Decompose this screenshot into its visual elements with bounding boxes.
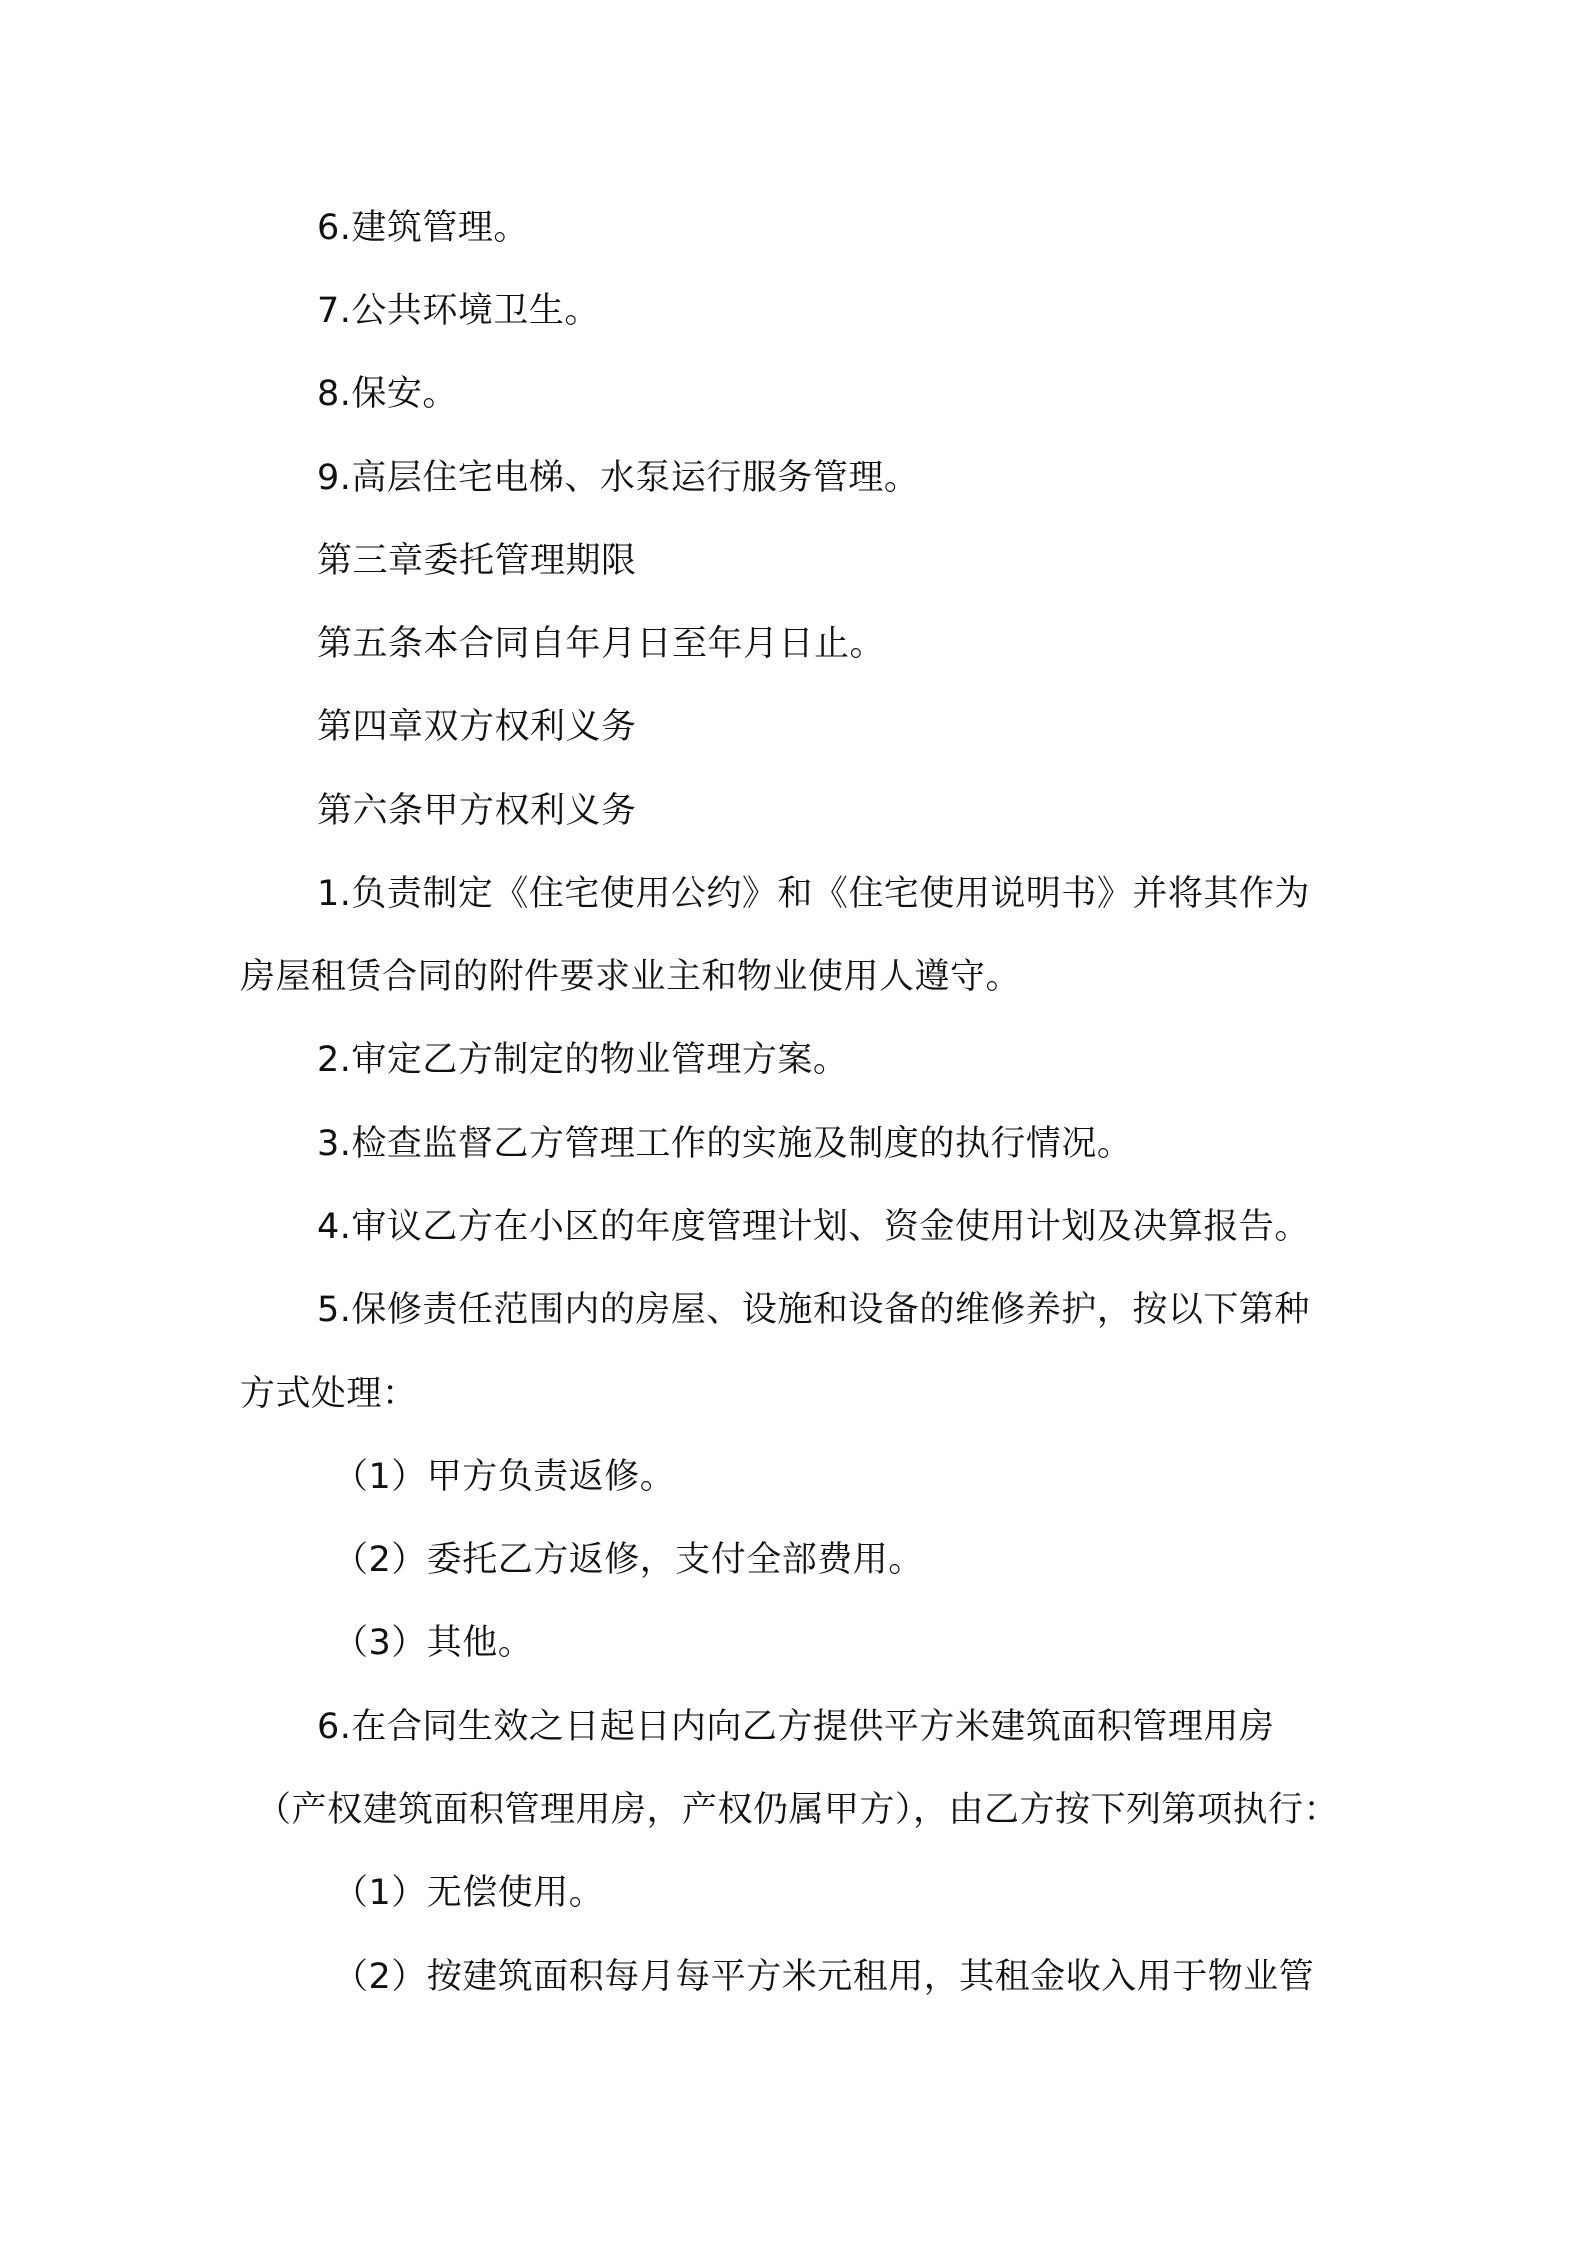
- text-line: 7.公共环境卫生。: [317, 291, 600, 331]
- text-line: 6.在合同生效之日起日内向乙方提供平方米建筑面积管理用房: [317, 1707, 1275, 1747]
- text-line: 8.保安。: [317, 374, 458, 414]
- text-line: 房屋租赁合同的附件要求业主和物业使用人遵守。: [240, 957, 1022, 997]
- text-line: 2.审定乙方制定的物业管理方案。: [317, 1040, 849, 1080]
- text-line: 方式处理：: [240, 1374, 418, 1414]
- article-line: 第五条本合同自年月日至年月日止。: [317, 624, 886, 664]
- text-line: 6.建筑管理。: [317, 208, 529, 248]
- chapter-heading: 第四章双方权利义务: [317, 707, 637, 747]
- text-line: 9.高层住宅电梯、水泵运行服务管理。: [317, 458, 920, 498]
- text-line: 1.负责制定《住宅使用公约》和《住宅使用说明书》并将其作为: [317, 874, 1310, 914]
- text-line: 5.保修责任范围内的房屋、设施和设备的维修养护，按以下第种: [317, 1290, 1310, 1330]
- article-line: 第六条甲方权利义务: [317, 791, 637, 831]
- chapter-heading: 第三章委托管理期限: [317, 541, 637, 581]
- text-line: （产权建筑面积管理用房，产权仍属甲方），由乙方按下列第项执行：: [256, 1790, 1340, 1830]
- list-item: （1）无偿使用。: [333, 1873, 605, 1913]
- list-item: （1）甲方负责返修。: [333, 1457, 676, 1497]
- list-item: （2）委托乙方返修，支付全部费用。: [333, 1540, 924, 1580]
- list-item: （3）其他。: [333, 1623, 534, 1663]
- text-line: 4.审议乙方在小区的年度管理计划、资金使用计划及决算报告。: [317, 1207, 1310, 1247]
- text-line: 3.检查监督乙方管理工作的实施及制度的执行情况。: [317, 1124, 1133, 1164]
- list-item: （2）按建筑面积每月每平方米元租用，其租金收入用于物业管: [333, 1957, 1315, 1997]
